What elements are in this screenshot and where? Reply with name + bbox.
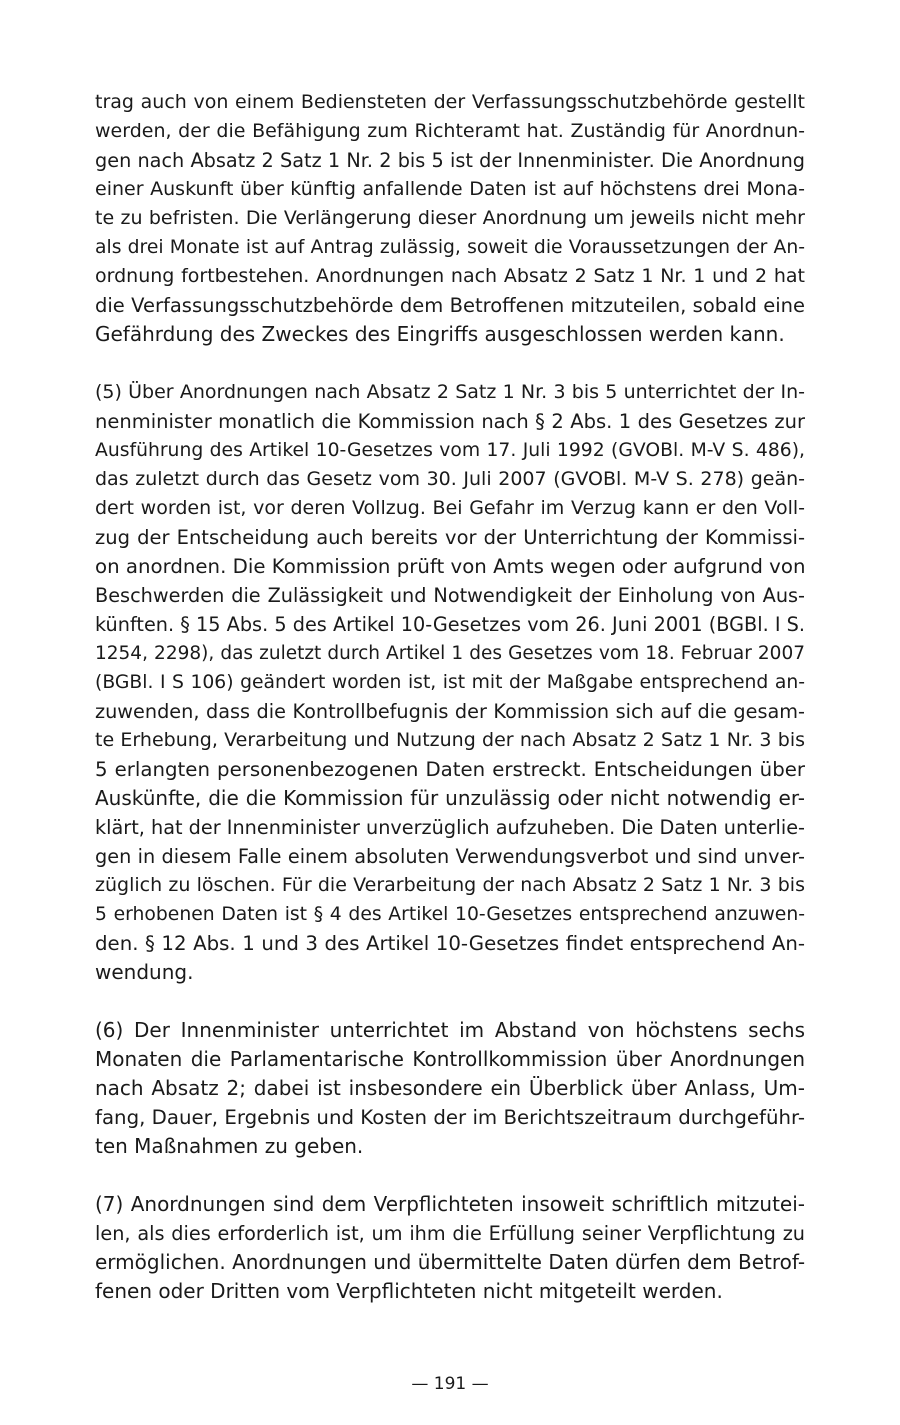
- text-line: Ausführung des Artikel 10-Gesetzes vom 17. Juli 1992 (GVOBl. M-V S. 486),: [95, 440, 805, 461]
- text-line: 5 erlangten personenbezogenen Daten erstreckt. Entscheidungen über: [95, 758, 805, 781]
- text-line: Beschwerden die Zulässigkeit und Notwendigkeit der Einholung von Aus-: [95, 584, 805, 607]
- text-line: zuwenden, dass die Kontrollbefugnis der Kommission sich auf die gesam-: [95, 700, 805, 723]
- text-line: te zu befristen. Die Verlängerung dieser Anordnung um jeweils nicht mehr: [95, 207, 805, 229]
- text-line: gen in diesem Falle einem absoluten Verwendungsverbot und sind unver-: [95, 845, 805, 868]
- page-number: — 191 —: [411, 1374, 489, 1394]
- text-line: zug der Entscheidung auch bereits vor der Unterrichtung der Kommissi-: [95, 526, 805, 549]
- text-line: Auskünfte, die die Kommission für unzulässig oder nicht notwendig er-: [95, 786, 805, 810]
- text-line: wendung.: [95, 960, 194, 984]
- text-line: fang, Dauer, Ergebnis und Kosten der im Berichtszeitraum durchgeführ-: [95, 1106, 805, 1129]
- text-line: nenminister monatlich die Kommission nach § 2 Abs. 1 des Gesetzes zur: [95, 410, 805, 433]
- text-line: nach Absatz 2; dabei ist insbesondere ein Überblick über Anlass, Um-: [95, 1076, 805, 1100]
- text-line: (7) Anordnungen sind dem Verpflichteten insoweit schriftlich mitzutei-: [95, 1192, 805, 1216]
- text-line: als drei Monate ist auf Antrag zulässig, soweit die Voraussetzungen der An-: [95, 237, 805, 258]
- text-line: 5 erhobenen Daten ist § 4 des Artikel 10-Gesetzes entsprechend anzuwen-: [95, 904, 805, 925]
- text-line: on anordnen. Die Kommission prüft von Amts wegen oder aufgrund von: [95, 555, 805, 578]
- paragraph: [95, 88, 805, 349]
- paragraph: [95, 1190, 805, 1306]
- text-line: ten Maßnahmen zu geben.: [95, 1134, 364, 1158]
- text-line: te Erhebung, Verarbeitung und Nutzung der nach Absatz 2 Satz 1 Nr. 3 bis: [95, 729, 805, 751]
- text-line: Monaten die Parlamentarische Kontrollkommission über Anordnungen: [95, 1047, 805, 1071]
- text-line: (5) Über Anordnungen nach Absatz 2 Satz 1 Nr. 3 bis 5 unterrichtet der In-: [95, 381, 805, 403]
- text-line: das zuletzt durch das Gesetz vom 30. Juli 2007 (GVOBl. M-V S. 278) geän-: [95, 468, 805, 490]
- text-line: trag auch von einem Bediensteten der Verfassungsschutzbehörde gestellt: [95, 91, 805, 113]
- text-line: einer Auskunft über künftig anfallende Daten ist auf höchstens drei Mona-: [95, 178, 805, 200]
- text-line: den. § 12 Abs. 1 und 3 des Artikel 10-Gesetzes findet entsprechend An-: [95, 932, 805, 955]
- paragraph: [95, 1016, 805, 1161]
- body-text: [95, 88, 805, 1335]
- paragraph: [95, 378, 805, 987]
- text-line: ermöglichen. Anordnungen und übermittelte Daten dürfen dem Betrof-: [95, 1250, 805, 1274]
- text-line: künften. § 15 Abs. 5 des Artikel 10-Gesetzes vom 26. Juni 2001 (BGBl. I S.: [95, 613, 805, 636]
- text-line: ordnung fortbestehen. Anordnungen nach Absatz 2 Satz 1 Nr. 1 und 2 hat: [95, 265, 805, 287]
- text-line: dert worden ist, vor deren Vollzug. Bei Gefahr im Verzug kann er den Voll-: [95, 497, 805, 519]
- text-line: Gefährdung des Zweckes des Eingriffs ausgeschlossen werden kann.: [95, 322, 785, 346]
- text-line: len, als dies erforderlich ist, um ihm die Erfüllung seiner Verpflichtung zu: [95, 1222, 805, 1245]
- text-line: 1254, 2298), das zuletzt durch Artikel 1 des Gesetzes vom 18. Februar 2007: [95, 643, 805, 664]
- text-line: (BGBl. I S 106) geändert worden ist, ist mit der Maßgabe entsprechend an-: [95, 672, 805, 693]
- text-line: klärt, hat der Innenminister unverzüglich aufzuheben. Die Daten unterlie-: [95, 816, 805, 839]
- text-line: züglich zu löschen. Für die Verarbeitung der nach Absatz 2 Satz 1 Nr. 3 bis: [95, 874, 805, 896]
- text-line: fenen oder Dritten vom Verpflichteten nicht mitgeteilt werden.: [95, 1279, 723, 1303]
- text-line: gen nach Absatz 2 Satz 1 Nr. 2 bis 5 ist der Innenminister. Die Anordnung: [95, 149, 805, 172]
- text-line: die Verfassungsschutzbehörde dem Betroffenen mitzuteilen, sobald eine: [95, 294, 805, 317]
- text-line: werden, der die Befähigung zum Richteramt hat. Zuständig für Anordnun-: [95, 120, 805, 142]
- text-line: (6) Der Innenminister unterrichtet im Abstand von höchstens sechs: [95, 1018, 805, 1042]
